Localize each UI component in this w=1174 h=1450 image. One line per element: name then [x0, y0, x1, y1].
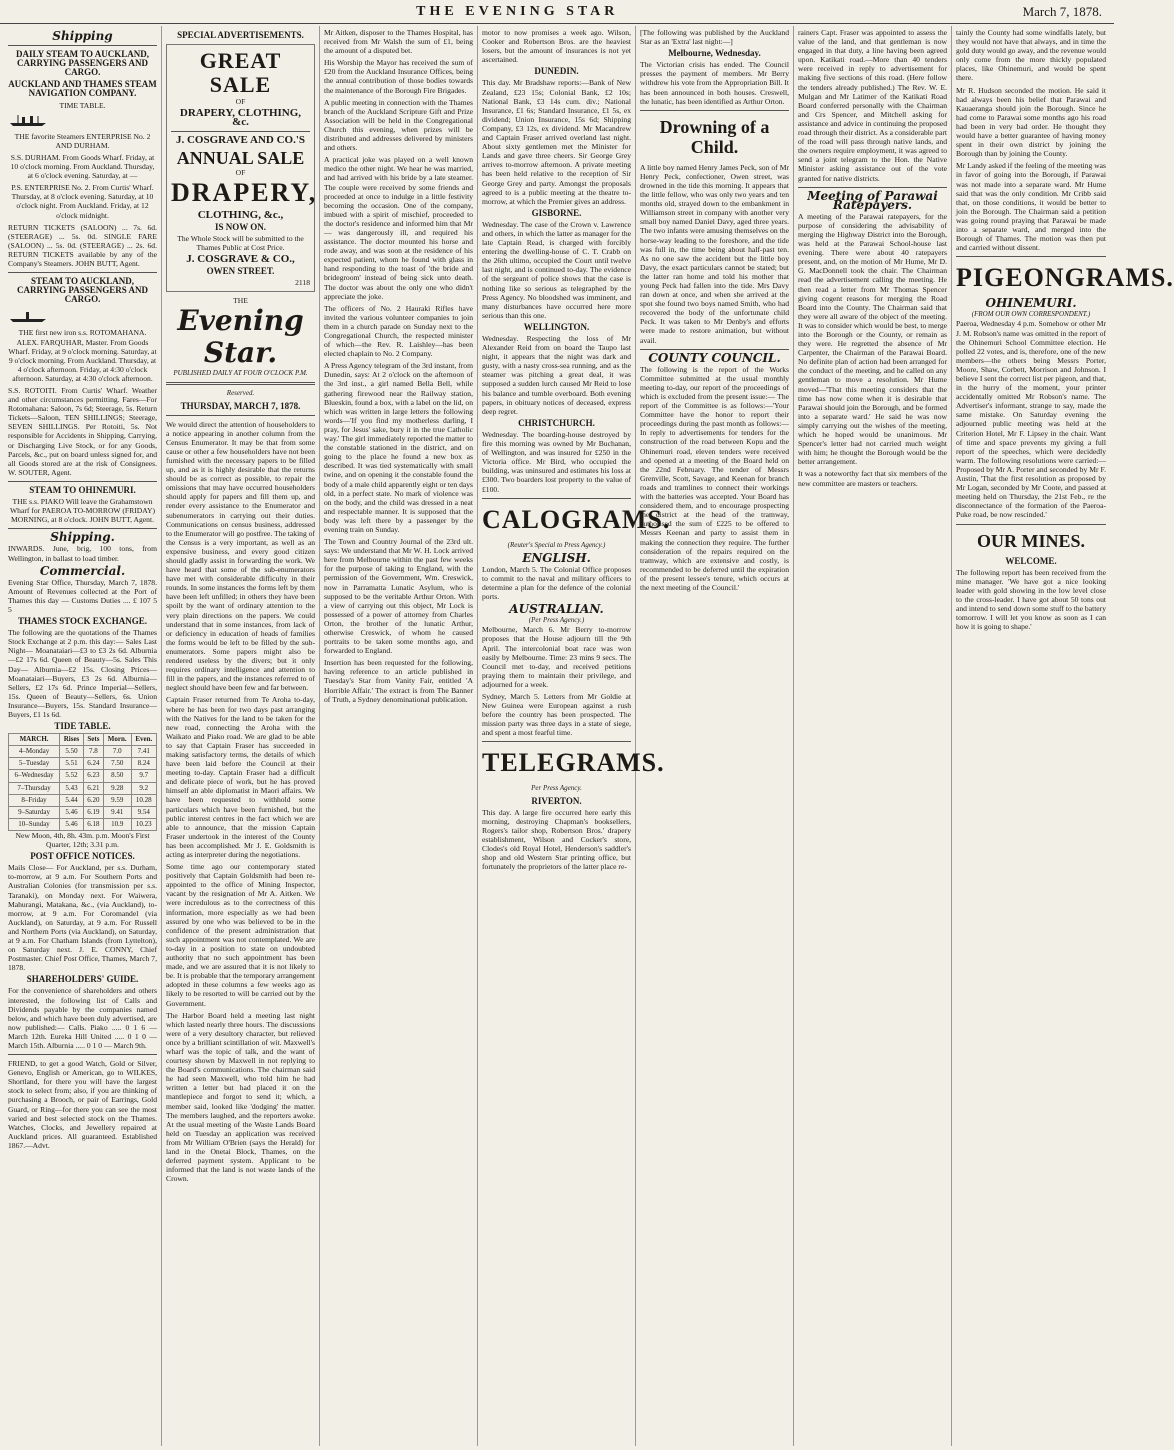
divider: [166, 415, 315, 416]
mines-text: The following report has been received from the mine manager. 'We have got a nice looking leader with gold showing in the low level close to the cross-leader. I have got about 50 tons out and intend to send down some stuff to the battery tomorrow. I will let you know as soon as I can how it is going to shape.': [956, 567, 1106, 632]
tide-cell: 10.9: [103, 818, 131, 830]
divider: [8, 272, 157, 273]
county-council-heading: COUNTY COUNCIL.: [648, 350, 781, 365]
news-insertion: Insertion has been requested for the following, having reference to an article published in Tuesday's Star from Vanity Fair, entitled 'A Horrible Affair.' The extract is from The Banner of Truth, a Sydney denominational publication.: [324, 658, 473, 704]
tide-header-cell: Morn.: [103, 734, 131, 746]
divider: [482, 498, 631, 499]
special-ads-heading: SPECIAL ADVERTISEMENTS.: [177, 30, 304, 40]
tide-cell: 8.50: [103, 770, 131, 782]
christchurch-heading: CHRISTCHURCH.: [518, 417, 595, 428]
sydney-text: Sydney, March 5. Letters from Mr Goldie at New Guinea were European against a rush before the country has been prospected. The mission party was three days in a state of siege, and spent a most fearful time.: [482, 692, 631, 738]
christchurch-text: Wednesday. The boarding-house destroyed by fire this morning was owned by Mr Buchanan, of Wellington, and was insured for £250 in the Victoria office. Mr Bird, who occupied the building, was uninsured and estimates his loss at £300. Two boarders lost property to the value of £100.: [482, 429, 631, 494]
stock-exchange-heading: THAMES STOCK EXCHANGE.: [17, 616, 148, 627]
extra-note: [The following was published by the Auckland Star as an 'Extra' last night:—]: [640, 28, 789, 47]
tide-header-cell: Rises: [60, 734, 84, 746]
parawai-meeting-text: A meeting of the Parawai ratepayers, for the purpose of considering the advisability of merging the Highway District into the Borough, was held at the Parawai School-house last evening. There were about 40 ratepayers present, and, on the motion of Mr Hume, Mr D. G. MacDonnell took the chair. The Chairman read the advertisement calling the meeting. He then read a letter from Mr Thomas Spencer giving cogent reasons for merging the Road Board into the County. The Chairman said that they were all aware of the object of the meeting. It was to consider which would be best, to merge into the Borough or the County, or remain as they were. He regretted the absence of Mr Carpenter, the Chairman of the Parawai Board. No definite plan of action had been arranged for the conduct of the meeting, and he called on any gentleman to move a resolution. Mr Hume moved—'That this meeting considers that the time has now come when it is desirable that Parawai should join the Borough, and be formed into a separate ward.' He said he was now simply carrying out the wishes of the meeting, which he hoped would be unanimous. Mr Spencer's letter had not carried much weight with him; he thought the Borough would be the better arrangement.: [798, 211, 947, 467]
whole-stock-text: The Whole Stock will be submitted to the Thames Public at Cost Price.: [177, 233, 304, 252]
divider: [640, 349, 789, 350]
newspaper-title: THE EVENING STAR: [416, 3, 619, 19]
column-1: [4, 26, 162, 1446]
durham-schedule: S.S. DURHAM. From Goods Wharf. Friday, at 10 o'clock morning. From Auckland. Thursday, at 6 o'clock evening. Saturday, at —: [10, 152, 155, 181]
divider: [8, 481, 157, 482]
dunedin-text: This day. Mr Bradshaw reports:—Bank of New Zealand, £23 15s; Colonial Bank, £2 10s; National Bank, £3 14s cum. div.; National Insurance, £1 6s; Standard Insurance, £1 5s, ex dividend; Union Insurance, 15s 6d; Shipping Company, £3 12s, ex dividend. Mr Macandrew and Captain Fraser arrived overland last night. About sixty gentlemen met the Minister for Lands and gave three cheers. Sir George Grey arrives to-morrow afternoon. A private meeting has been held relative to the reception of Sir George Grey and party. Amongst the proposals agreed to is a public meeting at the theatre to-morrow, at which the Premier gives an address.: [482, 78, 631, 206]
rotoiti-notice: S.S. ROTOITI. From Curtis' Wharf. Weather and other circumstances permitting. Fares—For Rotomahana: Saloon, 7s 6d; Steerage, 5s. Return Tickets—Saloon, TEN SHILLINGS; Steerage, SEVEN SHILLINGS. Per Rotoiti, 5s. Not responsible for Accidents in Shipping, Carrying, or Discharging Live Stock, or for any Goods, Parcels, &c., put on board unless signed for, and all Goods stored are at the risk of Consignees. W. SOUTER, Agent.: [8, 386, 157, 477]
steam-auckland-2-heading: STEAM TO AUCKLAND, CARRYING PASSENGERS AND CARGO.: [16, 276, 149, 305]
tide-header-cell: MARCH.: [9, 734, 60, 746]
editorial-census: We would direct the attention of householders to a notice appearing in another column from the Census Enumerator. It may be that from some cause or other a few householders have not been furnished with the necessary papers to be filled up, and as it is highly desirable that the returns should be as correct as possible, to repair the omissions that may have occurred householders should apply for papers and fill them up, and render every assistance to the Enumerator and subenumerators in carrying out their duties. Communications on census business, addressed to the Enumerator will go postfree. The taking of the Census is a very important, as well as an expensive business, and every good citizen should gladly assist in forwarding the work. We have heard that some of the sub-enumerators have met with considerable difficulty in their rounds. In some instances the forms left by them have been left unfilled; in others they have been spoilt by the want of ordinary attention to the very plain directions on the papers. We could understand that in some instances, from lack of or deficiency in education of heads of families the forms would be left to be filled by the sub-enumerators. Some papers might also be rendered useless by the divers; but it only requires ordinary intelligence and attention to fill in the papers, and the instances referred to of neglect should have been few and far between.: [166, 419, 315, 693]
tide-cell: 9.2: [131, 782, 156, 794]
australian-heading: AUSTRALIAN.: [509, 602, 604, 617]
tide-cell: 5.46: [60, 806, 84, 818]
english-text: London, March 5. The Colonial Office proposes to commit to the naval and military officers to determine a plan for the defence of the colonial ports.: [482, 564, 631, 602]
divider: [8, 45, 157, 46]
news-orton: The Town and Country Journal of the 23rd ult. says: We understand that Mr W. H. Lock arrived here from Melbourne within the past few weeks for the purpose of taking to England, with the permission of the Government, Wm. Creswick, now in Parramatta Lunatic Asylum, who is supposed to be the veritable Arthur Orton. With a view of carrying out this object, Mr Lock is possessed of a power of attorney from Charles Orton, the brother of the lunatic Arthur, otherwise Creswick, of whom he caused portraits to be taken some months ago, and forwarded to England.: [324, 537, 473, 656]
tide-cell: 6.20: [83, 794, 103, 806]
drapery-clothing-line: DRAPERY, CLOTHING, &c.: [179, 107, 302, 129]
shareholders-heading: SHAREHOLDERS' GUIDE.: [26, 974, 139, 985]
tide-table: [8, 733, 157, 831]
tide-cell: 5.51: [60, 758, 84, 770]
column-2: [162, 26, 320, 1446]
divider: [482, 741, 631, 742]
welcome-heading: WELCOME.: [1005, 555, 1057, 566]
news-aitken: Mr Aitken, disposer to the Thames Hospital, has received from Mr Walsh the sum of £1, being the amount of a disputed bet.: [324, 28, 473, 56]
tide-row: [9, 782, 157, 794]
drapery-text: DRAPERY,: [171, 177, 318, 207]
tide-cell: 6–Wednesday: [9, 770, 60, 782]
tide-table-body: [9, 746, 157, 831]
tide-cell: 9.28: [103, 782, 131, 794]
county-continued: rainers Capt. Fraser was appointed to assess the value of the land, and that gentleman is now engaged in that duty, a line having been agreed upon. Katikati road.—More than 40 tenders were received in reply to advertisement for making five sections of this road. (Here follow the tenders already published.) The Rev. W. E. Mulgan and Mr Latimer of the Katikati Road Board conferred personally with the Chairman and Crs Spencer, and Mitchell asking for assistance and advice in continuing the proposed road through their district. As a considerable part of the road will pass through native lands, and the owners require employment, it was agreed to send a joint telegram to the Hon. the Native Minister asking assistance out of the vote granted for native districts.: [798, 28, 947, 183]
editorial-mining-inspector: Some time ago our contemporary stated positively that Captain Goldsmith had been re-appointed to the office of Mining Inspector, vacant by the resignation of Mr A. Aitken. We were incredulous as to the correctness of this information, more especially as we had been assured by one who was believed to be in the confidence of the present administration that such appointment was not contemplated. We are to-day in a position to state on undoubted authority that no such appointment has been made, and we are assured that it is not likely to be. It is probable that the temporary arrangement adopted in these columns a few weeks ago as likely to be resorted to will be carried out by the Government.: [166, 862, 315, 1008]
post-office-heading: POST OFFICE NOTICES.: [30, 851, 135, 862]
steam-auckland-heading: DAILY STEAM TO AUCKLAND, CARRYING PASSENGERS AND CARGO.: [15, 49, 150, 78]
tide-cell: 4–Monday: [9, 746, 60, 758]
tide-cell: 5.44: [60, 794, 84, 806]
the-text: THE: [233, 296, 248, 306]
motion-carried: Mr Landy asked if the feeling of the meeting was in favor of going into the Borough, if Parawai was not made into a separate ward. Mr Hume said that was the only condition. Mr Cribb said that, on those conditions, it would be better to join the Borough. The Chairman said a petition was going round praying that Parawai be made into a separate ward, and merged into the Borough of Thames. The motion was then put and carried without dissent.: [956, 161, 1106, 253]
of-text-2: OF: [235, 168, 246, 178]
masthead: [0, 0, 1114, 24]
reserved-line: Reserved.: [226, 389, 255, 398]
tide-cell: 10–Sunday: [9, 818, 60, 830]
divider: [171, 131, 310, 132]
news-dunedin-child: A Press Agency telegram of the 3rd instant, from Dunedin, says: At 2 o'clock on the afternoon of the 3rd inst., a girl named Bella Bell, while gathering firewood near the Railway station, Blueskin, found a box, with a label on the lid, on which was written in large letters the following words—'If you find my motherless darling, I pray, for Jesus' sake, bury it in the true Catholic way.' The girl immediately reported the matter to the constable stationed in the district, and on going to the place he found a new box as described. It was tied systematically with small twine, and on opening it the constable found the body of a male child apparently eight or ten days old, in a perfect state. No mark of violence was on the body, and the child was dressed in a neat and respectable manner. It is supposed that the body was left there by a passenger by the evening train on Sunday.: [324, 361, 473, 534]
wilkes-advert: FRIEND, to get a good Watch, Gold or Silver, Genevo, English or American, go to WILKES, Shortland, for there you will have the largest stock to select from; also, if you are thinking of purchasing a Brooch, or pair of Earrings, Gold Guard, or Ring—for there you can see the most varied and best selected stock on the Thames. Watches, Clocks, and Jewellery repaired at Auckland prices. All guaranteed. Established 1867.—Advt.: [8, 1059, 157, 1150]
cosgrave-name: J. COSGRAVE AND CO.'S: [175, 134, 306, 147]
tide-cell: 7.8: [83, 746, 103, 758]
tide-row: [9, 794, 157, 806]
wellington-heading: WELLINGTON.: [523, 321, 590, 332]
tide-table-heading: TIDE TABLE.: [54, 721, 111, 732]
column-5: [636, 26, 794, 1446]
pigeongrams-heading: PIGEONGRAMS.: [956, 263, 1174, 293]
tide-cell: 6.23: [83, 770, 103, 782]
tide-cell: 5.52: [60, 770, 84, 782]
parawai-meeting-heading: Meeting of Parawai Ratepayers.: [807, 188, 938, 212]
tide-cell: 8–Friday: [9, 794, 60, 806]
tide-cell: 10.28: [131, 794, 156, 806]
divider: [956, 256, 1106, 257]
tide-cell: 9–Saturday: [9, 806, 60, 818]
tide-table-header: [9, 734, 157, 746]
our-mines-heading: OUR MINES.: [976, 530, 1085, 551]
divider: [798, 187, 947, 188]
now-on-text: IS NOW ON.: [214, 221, 267, 232]
enterprise-schedule: P.S. ENTERPRISE No. 2. From Curtis' Wharf. Thursday, at 8 o'clock evening. Saturday, at 10 o'clock night. From Auckland. Friday, at 12 o'clock midnight.: [11, 183, 154, 220]
piako-notice: THE s.s. PIAKO Will leave the Grahamstown Wharf for PAEROA TO-MORROW (FRIDAY) MORNING, at 8 o'clock. JOHN BUTT, Agent.: [10, 497, 155, 525]
steamship-icon: [8, 113, 48, 127]
tide-cell: 5.50: [60, 746, 84, 758]
tide-cell: 9.7: [131, 770, 156, 782]
ad-number: 2118: [295, 278, 310, 288]
owen-street-text: OWEN STREET.: [206, 266, 275, 277]
published-line: PUBLISHED DAILY AT FOUR O'CLOCK P.M.: [173, 369, 308, 378]
news-rifles: The officers of No. 2 Hauraki Rifles have invited the various volunteer companies to join them in a church parade on Sunday next to the Congregational Church, the respected minister of which—the Rev. R. Laishley—has been elected chaplain to No. 2 Company.: [324, 303, 473, 359]
tide-cell: 5.43: [60, 782, 84, 794]
melbourne-heading: Melbourne, Wednesday.: [668, 48, 761, 59]
tide-cell: 7.50: [103, 758, 131, 770]
ohinemuri-heading: OHINEMURI.: [985, 296, 1077, 311]
australian-text: Melbourne, March 6. Mr Berry to-morrow proposes that the House adjourn till the 9th April. The intercolonial boat race was won easily by Melbourne. Time: 23 mins 9 secs. The Council met to-day, and received petitions praying them to maintain their privilege, and adjourned for a week.: [482, 625, 631, 689]
stock-exchange-text: The following are the quotations of the Thames Stock Exchange at 2 p.m. this day:— Sales Last Night— Moanataiari—£3 to £3 2s 6d. Alburnia—£2 17s 6d. Queen of Beauty—5s. Sales This Day— Alburnia—£2 15s. Closing Prices— Moanataiari—Buyers, £3 2s 6d. Alburnia—Sellers, £2 17s 6d. Prince Imperial—Sellers, 15s. Queen of Beauty—Sellers, 6s. Union Insurance—Buyers, 15s. Standard Insurance—Buyers, £1 1s 6d.: [8, 628, 157, 719]
column-3: [320, 26, 478, 1446]
calograms-heading: CALOGRAMS.: [482, 504, 671, 534]
steamship-icon: [8, 309, 48, 323]
moon-phase: New Moon, 4th, 8h. 43m. p.m. Moon's First Quarter, 12th; 3.31 p.m.: [15, 830, 150, 850]
tide-header-cell: Even.: [131, 734, 156, 746]
melbourne-text: The Victorian crisis has ended. The Council presses the payment of members. Mr Berry withdrew his vote from the Appropriation Bill. It has been announced in both houses. Creswell, the lunatic, has been identified as Arthur Orton.: [640, 60, 789, 106]
tide-cell: 10.23: [131, 818, 156, 830]
per-press-line: Per Press Agency.: [531, 784, 582, 793]
drowning-heading: Drowning of a Child.: [659, 116, 770, 157]
shipping-heading: Shipping: [52, 29, 113, 43]
committee-note: It was a noteworthy fact that six members of the new committee are masters or teachers.: [798, 469, 947, 488]
cosgrave-advert: [166, 44, 318, 292]
steam-ohinemuri-heading: STEAM TO OHINEMURI.: [29, 484, 136, 495]
navigation-company-heading: AUCKLAND AND THAMES STEAM NAVIGATION COMPANY.: [8, 79, 157, 99]
dateline: THURSDAY, MARCH 7, 1878.: [180, 400, 301, 411]
commercial-text: Evening Star Office, Thursday, March 7, 1878. Amount of Revenues collected at the Port of Thames this day — Customs Duties .... £ 107 5 5: [8, 577, 157, 614]
great-sale-text: GREAT SALE: [199, 48, 282, 98]
news-practical-joke: A practical joke was played on a well known medico the other night. We hear he was married, and had arrived with his bride by a late steamer. The couple were received by some friends and proceeded at once to indulge in a little festivity becoming the occasion. One of the company, imbued with a spirit of mischief, proceeded to the doctor's residence and informed him that Mr — was dangerously ill, and required his assistance. The doctor mounted his horse and rode away, and was soon at the residence of his expected patient, whom he found with glass in hand responding to the toast of 'the bride and bridegroom' instead of being sick unto death. The doctor was about the only one who didn't appreciate the joke.: [324, 155, 473, 301]
news-mayor: His Worship the Mayor has received the sum of £20 from the Auckland Insurance Offices, being the annual contribution of those bodies towards the maintenance of the Borough Fire Brigades.: [324, 58, 473, 95]
fire-continued: motor to now promises a week ago. Wilson, Cooker and Robertson Bros. are the heaviest losers, but the amount of insurances is not yet ascertained.: [482, 28, 631, 65]
dunedin-heading: DUNEDIN.: [534, 66, 579, 77]
tide-cell: 6.24: [83, 758, 103, 770]
tide-cell: 6.21: [83, 782, 103, 794]
tide-cell: 7.0: [103, 746, 131, 758]
divider: [8, 528, 157, 529]
steamers-text: THE favorite Steamers ENTERPRISE No. 2 AND DURHAM.: [14, 131, 151, 150]
divider: [166, 382, 315, 385]
tide-cell: 9.54: [131, 806, 156, 818]
meeting-continued: tainly the County had some windfalls lately, but they would not have that always, and in time the gold duty would go away, and the revenue would only come from the more thickly populated places, like Ohinemuri, and would be spent there.: [956, 28, 1106, 83]
editorial-harbor-board: The Harbor Board held a meeting last night which lasted nearly three hours. The discussions were of a very desultory character, but relieved once by a brilliant scintillation of wit. Maxwell's wharf was the topic of talk, and the want of courtesy shown by Maxwell in not replying to the Board's communications. The chairman said he had seen Maxwell, who told him he had written a letter but had placed it on the mantlepiece and forgot to send it; which, a member said, looked like 'dodging' the matter. The members laughed, and the reporters awoke. At the usual meeting of the Waste Lands Board held on Tuesday an application was received from Mr William O'Brien (says the Herald) for land in the Onetai Block, Thames, on the deferred payment system. Applicant to be informed that the land is not waste lands of the Crown.: [166, 1010, 315, 1184]
divider: [956, 524, 1106, 525]
tide-cell: 7–Thursday: [9, 782, 60, 794]
editorial-fraser: Captain Fraser returned from Te Aroha to-day, where he has been for two days past arranging with the Natives for the land to be taken for the new road, connecting the Aroha with the Waikato and Piako road. We are glad to be able to say that Captain Fraser has succeeded in making satisfactory terms, the details of which have been laid before the Council at their meeting to-day. Captain Fraser had a difficult and delicate piece of work, but he has proved himself an able diplomatist in Maori affairs. We have been requested to withhold some particulars which have been furnished, but the public interest centres in the fact which we are able to announce, that the mission Captain Fraser undertook in the interest of the County has been accomplished. Mr J. E. Goldsmith is acting as interpreter during the negotiations.: [166, 695, 315, 859]
tide-header-cell: Sets: [83, 734, 103, 746]
evening-star-nameplate: Evening Star.: [177, 304, 304, 370]
tide-cell: 6.19: [83, 806, 103, 818]
rotomahana-schedule: THE first new iron s.s. ROTOMAHANA. ALEX. FARQUHAR, Master. From Goods Wharf. Friday, at 9 o'clock morning. Saturday, at 9 o'clock morning. From Auckland. Thursday, at 4 o'clock afternoon. Friday, at 4:30 o'clock afternoon. Saturday, at 4:30 o'clock afternoon.: [8, 328, 157, 383]
pigeongrams-text: Paeroa, Wednesday 4 p.m. Somehow or other Mr J. M. Robson's name was omitted in the report of the Ohinemuri School Committee election. He polled 22 votes, and is, therefore, one of the new members—the others being Messrs Porter, Moore, Shaw, Corbett, Morrison and Johnson. I believe I sent the correct list per pigeon, and that, in the hurry of the moment, your printer accidentally omitted Mr Robson's name. The Advertiser's informant, strange to say, made the same mistake. On Saturday evening the adjourned public meeting was held at the Criterion Hotel, Mr F. Lipsey in the chair. Want of time and space prevents my giving a full report of the speeches, which were decidedly warm. The following resolutions were carried:—Proposed by Mr A. Porter and seconded by Mr F. Austin, 'That the first resolution as proposed by Mr Logan, seconded by Mr Coote, and passed at meeting held on Thursday, the 21st Feb., re the disconnectance of the formation of the Paeroa-Puke road, be now rescinded.': [956, 319, 1106, 520]
divider: [640, 110, 789, 111]
tide-cell: 7.41: [131, 746, 156, 758]
riverton-text: This day. A large fire occurred here early this morning, destroying Chapman's booksellers, Rogers's tailor shop, Robertson Bros.' drapery establishment, Wilson and Cocker's store, Clodes's old Royal Hotel, Henderson's saddler's shop and old Western Star printing office, but fortunately the proprietors of the latter place re-: [482, 807, 631, 872]
hudson-seconded: Mr R. Hudson seconded the motion. He said it had always been his belief that Parawai and Kauaeranga should join the Borough. Since he had come to Parawai some months ago his road had been in very bad order. He thought they would have a better guarantee of having money spent in their own district by joining the Borough than by joining the County.: [956, 85, 1106, 159]
divider: [8, 1054, 157, 1055]
inwards-text: INWARDS. June, brig, 100 tons, from Wellington, in ballast to load timber.: [8, 544, 157, 563]
tide-cell: 5–Tuesday: [9, 758, 60, 770]
tide-row: [9, 770, 157, 782]
gisborne-text: Wednesday. The case of the Crown v. Lawrence and others, in which the latter as manager for the late Captain Read, is charged with forcibly entering the dwelling-house of C. T. Crabb on the 26th ultimo, occupied the Court until twelve last night, and is continued to-day. The evidence of the sergeant of police shows that the case is nothing like so serious as telegraphed by the Press Agency. No bloodshed was imminent, and many disturbances have occurred here more serious than this one.: [482, 219, 631, 320]
tide-row: [9, 746, 157, 758]
column-4: [478, 26, 671, 1446]
tide-cell: 8.24: [131, 758, 156, 770]
post-office-text: Mails Close— For Auckland, per s.s. Durham, to-morrow, at 9 a.m. For Southern Ports and Australian Colonies (for transmission per s.s. Taranaki), on Monday next. For Waiwera, Mahurangi, Matakana, &c., (via Auckland), to-morrow, at 9 a.m. For Coromandel (via Auckland), on Saturday, at 9 a.m. For Russell and Northern Ports (via Auckland), on Saturday, at 9 a.m. For Chatham Islands (from Lyttelton), on Saturday next. J. E. CONNY, Chief Postmaster. Chief Post Office, Thames, March 7, 1878.: [8, 863, 157, 973]
shareholders-text: For the convenience of shareholders and others interested, the following list of Calls and Dividends payable by the companies named below, and which have been duly advertised, are now published:— Calls. Piako ..... 0 1 6 — March 12th. Eureka Hill United ..... 0 1 0 — March 15th. Alburnia ..... 0 1 0 — March 9th.: [8, 986, 157, 1050]
commercial-heading: Commercial.: [39, 563, 126, 578]
tide-cell: 9.59: [103, 794, 131, 806]
drowning-text: A little boy named Henry James Peck, son of Mr Henry Peck, confectioner, Owen street, was drowned in the tide this morning. It appears that the little fellow, who was only two years and ten months old, strayed down to the embankment in Williamson street in company with another very small boy named Daniel Davy, aged three years. The two infants were amusing themselves on the horse-way leading to the foreshore, and the tide was full in, the time being about half-past ten. As no one saw the accident but the little boy Davy, the exact particulars cannot be stated; but the latter ran home and told his mother that young Peck had fallen into the tide. Mrs Davy ran down at once, and when she arrived at the spot she found two boys named Smith, who had recovered the body of the unfortunate child Peck. It was taken to Mr Denby's and efforts were made to restore animation, but without avail.: [640, 162, 789, 345]
english-heading: ENGLISH.: [522, 550, 591, 565]
page-columns: [4, 26, 1174, 1446]
telegrams-heading: TELEGRAMS.: [482, 748, 665, 778]
issue-date: March 7, 1878.: [1022, 3, 1102, 19]
of-text: OF: [235, 97, 246, 107]
shipping-heading-2: Shipping.: [50, 530, 115, 545]
tide-row: [9, 758, 157, 770]
reuters-line: (Reuter's Special to Press Agency.): [507, 540, 606, 549]
return-tickets: RETURN TICKETS (SALOON) ... 7s. 6d. (STEERAGE) ... 5s. 0d. SINGLE FARE (SALOON) ... 5s. 0d. (STEERAGE) ... 2s. 6d. RETURN TICKETS available by any of the Company's Steamers. JOHN BUTT, Agent.: [8, 222, 157, 268]
own-correspondent: (FROM OUR OWN CORRESPONDENT.): [971, 310, 1091, 319]
tide-row: [9, 818, 157, 830]
tide-cell: 5.46: [60, 818, 84, 830]
australian-sub: (Per Press Agency.): [528, 616, 585, 625]
wellington-text: Wednesday. Respecting the loss of Mr Alexander Reid from on board the Taupo last night, it appears that the night was dark and gusty, with a nasty cross-sea running, and as the steamer was pitching a great deal, it was supposed a sudden lurch caused Mr Reid to lose his balance and tumble overboard. Both evening papers, in obituary notices of deceased, express deep regret.: [482, 334, 631, 416]
tide-cell: 9.41: [103, 806, 131, 818]
cosgrave-signature: J. COSGRAVE & CO.,: [186, 252, 295, 265]
county-council-text: The following is the report of the Works Committee submitted at the usual monthly meeting to-day, our report of the proceedings of which is excluded from the present issue:— The report of the Committee is as follows:—'Your Committee have the honor to report their proceedings during the past month as follows:—In reply to advertisements for tenders for the construction of the road between Kopu and the Ohinemuri road, eleven tenders were received and opened at a meeting of the Board held on the 22nd February. The tender of Messrs Grenville, Scott, Savage, and Keenan for branch roads and tramlines to connect their workings with the batteries was accepted. Your Board has considered them, and to encourage prospecting the district at the head of the tramway, authorised the sum of £225 to be offered to Messrs Keenan and party to assist them in making the connection they require. The further consideration of the repairs required on the tramway, which are extensive and costly, is recommended to be deferred until the expiration of the present lessee's tenure, which occurs at the next meeting of the Council.': [640, 364, 789, 592]
news-scripture: A public meeting in connection with the Thames branch of the Auckland Scripture Gift and Prize Association will be held in the Congregational Church this evening, when prizes will be distributed and addresses delivered by ministers and others.: [324, 97, 473, 153]
clothing-text: CLOTHING, &c.,: [197, 208, 284, 221]
tide-row: [9, 806, 157, 818]
tide-cell: 6.18: [83, 818, 103, 830]
column-6: [794, 26, 952, 1446]
gisborne-heading: GISBORNE.: [531, 207, 582, 218]
annual-sale-text: ANNUAL SALE: [176, 148, 305, 169]
column-7: [952, 26, 1174, 1446]
riverton-heading: RIVERTON.: [531, 795, 582, 806]
timetable-heading: TIME TABLE.: [59, 100, 106, 110]
